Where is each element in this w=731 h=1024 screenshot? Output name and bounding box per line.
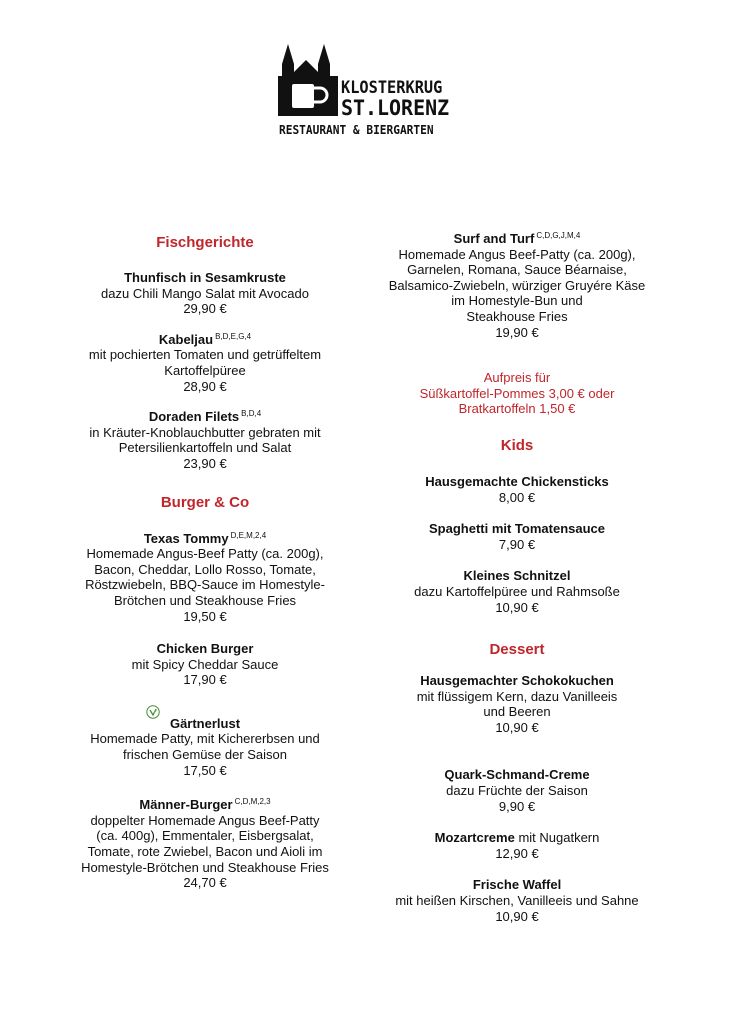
dish-maenner-burger <box>40 794 370 891</box>
dish-price: 17,50 € <box>183 762 227 778</box>
dish-name: Doraden Filets <box>148 409 240 425</box>
dish-desc: Kartoffelpüree <box>164 362 246 378</box>
section-title-burger: Burger & Co <box>160 493 250 511</box>
dish-price: 8,00 € <box>498 489 536 505</box>
dish-price: 7,90 € <box>498 536 536 552</box>
logo-tagline: RESTAURANT & BIERGARTEN <box>279 123 434 137</box>
dish-desc: Garnelen, Romana, Sauce Béarnaise, <box>407 262 627 278</box>
dish-price: 19,50 € <box>183 608 227 624</box>
dish-price: 17,90 € <box>183 672 227 688</box>
dish-desc: Homemade Angus Beef-Patty (ca. 200g), <box>398 246 636 262</box>
dish-price: 29,90 € <box>183 301 227 317</box>
dish-name: Mozartcreme <box>434 830 515 846</box>
dish-desc: Homemade Angus-Beef Patty (ca. 200g), <box>86 546 324 562</box>
allergen-codes: D,E,M,2,4 <box>230 530 267 540</box>
dish-name: Spaghetti mit Tomatensauce <box>428 521 605 537</box>
dish-schokokuchen <box>364 673 670 735</box>
note-line: Aufpreis für <box>483 370 551 386</box>
logo-line1: KLOSTERKRUG <box>341 78 443 98</box>
dish-desc: mit pochierten Tomaten und getrüffeltem <box>88 347 322 363</box>
dish-mozartcreme <box>364 830 670 861</box>
dish-name: Texas Tommy <box>143 530 229 546</box>
dish-price: 10,90 € <box>495 599 539 615</box>
dish-chickensticks <box>364 474 670 505</box>
church-mug-icon <box>278 42 342 116</box>
dish-desc: dazu Chili Mango Salat mit Avocado <box>101 285 309 301</box>
dish-desc: Steakhouse Fries <box>466 308 568 324</box>
note-line: Bratkartoffeln 1,50 € <box>458 401 576 417</box>
dish-desc: dazu Früchte der Saison <box>446 783 588 799</box>
dish-desc: Petersilienkartoffeln und Salat <box>118 440 292 456</box>
dish-desc: doppelter Homemade Angus Beef-Patty <box>90 812 320 828</box>
dish-price: 9,90 € <box>498 798 536 814</box>
dish-desc: frischen Gemüse der Saison <box>122 747 288 763</box>
dish-chicken-burger <box>40 641 370 688</box>
dish-surf-and-turf <box>364 228 670 340</box>
dish-name: Kleines Schnitzel <box>463 568 571 584</box>
dish-price: 19,90 € <box>495 324 539 340</box>
allergen-codes: B,D,4 <box>241 409 262 419</box>
dish-kabeljau <box>40 329 370 394</box>
dish-name: Thunfisch in Sesamkruste <box>124 270 286 285</box>
dish-name: Chicken Burger <box>156 641 254 657</box>
dish-desc: Bacon, Cheddar, Lollo Rosso, Tomate, <box>94 561 316 577</box>
dish-name: Hausgemachter Schokokuchen <box>420 673 614 689</box>
dish-price: 24,70 € <box>183 875 227 891</box>
restaurant-logo <box>278 42 460 138</box>
dish-price: 28,90 € <box>183 378 227 394</box>
dish-desc: Brötchen und Steakhouse Fries <box>113 592 297 608</box>
dish-thunfisch <box>40 270 370 317</box>
dish-desc: Tomate, rote Zwiebel, Bacon und Aioli im <box>87 844 323 860</box>
dish-name: Männer-Burger <box>139 797 233 813</box>
section-title-dessert: Dessert <box>489 641 545 659</box>
allergen-codes: C,D,M,2,3 <box>234 797 271 807</box>
dish-quark-schmand <box>364 767 670 814</box>
vegetarian-leaf-icon <box>146 705 160 719</box>
dish-texas-tommy <box>40 528 370 625</box>
dish-price: 12,90 € <box>495 845 539 861</box>
dish-gaertnerlust <box>40 704 370 778</box>
dish-frische-waffel <box>364 877 670 924</box>
logo-line2: ST.LORENZ <box>341 96 450 120</box>
dish-name: Hausgemachte Chickensticks <box>425 473 609 489</box>
dish-name: Frische Waffel <box>472 877 562 893</box>
dish-desc: Homestyle-Brötchen und Steakhouse Fries <box>81 859 329 875</box>
dish-price: 10,90 € <box>495 908 539 924</box>
dish-desc: dazu Kartoffelpüree und Rahmsoße <box>414 583 620 599</box>
dish-desc: Homemade Patty, mit Kichererbsen und <box>90 731 320 747</box>
dish-name: Gärtnerlust <box>169 715 241 731</box>
dish-desc: mit heißen Kirschen, Vanilleeis und Sahne <box>395 893 639 909</box>
dish-desc: Balsamico-Zwiebeln, würziger Gruyére Käse <box>388 277 646 293</box>
dish-name-suffix: mit Nugatkern <box>514 830 600 846</box>
allergen-codes: B,D,E,G,4 <box>215 331 252 341</box>
dish-name: Quark-Schmand-Creme <box>444 767 590 783</box>
section-title-fischgerichte: Fischgerichte <box>156 234 254 251</box>
dish-price: 10,90 € <box>495 719 539 735</box>
right-column <box>364 228 670 924</box>
surcharge-note <box>364 370 670 417</box>
dish-desc: mit Spicy Cheddar Sauce <box>131 656 279 672</box>
dish-desc: im Homestyle-Bun und <box>451 293 583 309</box>
dish-desc: in Kräuter-Knoblauchbutter gebraten mit <box>89 424 321 440</box>
dish-desc: Röstzwiebeln, BBQ-Sauce im Homestyle- <box>85 577 325 593</box>
dish-price: 23,90 € <box>183 455 227 471</box>
dish-kleines-schnitzel <box>364 568 670 615</box>
dish-name: Kabeljau <box>158 331 214 347</box>
left-column <box>40 234 370 891</box>
section-title-kids: Kids <box>500 436 534 454</box>
dish-desc: und Beeren <box>483 704 551 720</box>
allergen-codes: C,D,G,J,M,4 <box>536 231 581 240</box>
dish-desc: (ca. 400g), Emmentaler, Eisbergsalat, <box>96 828 314 844</box>
dish-spaghetti <box>364 521 670 552</box>
dish-doraden <box>40 406 370 471</box>
dish-desc: mit flüssigem Kern, dazu Vanilleeis <box>416 688 618 704</box>
dish-name: Surf and Turf <box>453 231 535 246</box>
note-line: Süßkartoffel-Pommes 3,00 € oder <box>419 385 615 401</box>
